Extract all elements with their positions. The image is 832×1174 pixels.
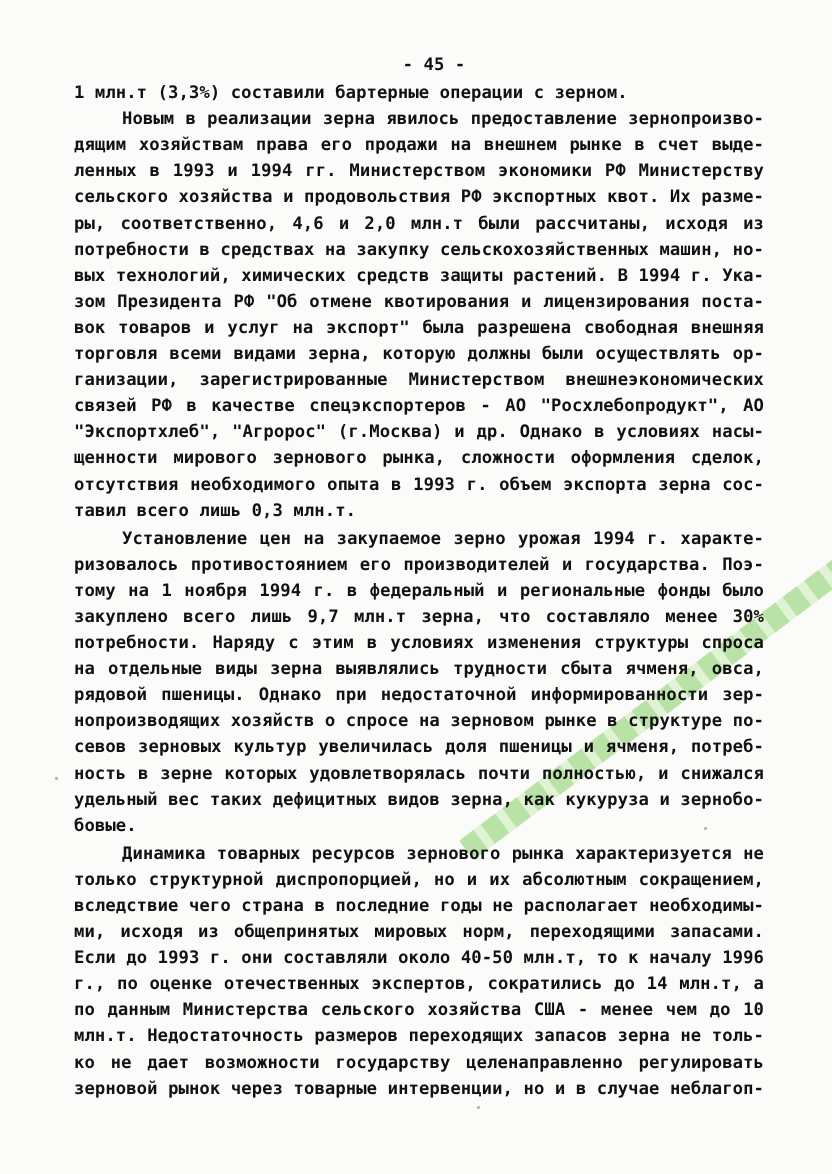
- text-line: ганизации, зарегистрированные Министерством внешнеэкономических: [74, 370, 764, 391]
- text-line: ленных в 1993 и 1994 гг. Министерством экономики РФ Министерству: [74, 161, 764, 182]
- text-line: связей РФ в качестве спецэкспортеров - АО "Росхлебопродукт", АО: [74, 396, 764, 417]
- text-line: млн.т. Недостаточность размеров переходящих запасов зерна не толь-: [74, 1026, 764, 1047]
- text-line: Новым в реализации зерна явилось предоставление зернопроизво-: [122, 109, 764, 130]
- text-content: [74, 52, 764, 1102]
- text-line: вых технологий, химических средств защиты растений. В 1994 г. Ука-: [74, 265, 764, 286]
- text-line: потребности в средствах на закупку сельскохозяйственных машин, но-: [74, 239, 764, 260]
- text-line: "Экспортхлеб", "Агророс" (г.Москва) и др. Однако в условиях насы-: [74, 422, 764, 443]
- text-line: г., по оценке отечественных экспертов, сократились до 14 млн.т, а: [74, 974, 764, 995]
- text-line: зерновой рынок через товарные интервенции, но и в случае неблагоп-: [74, 1078, 764, 1099]
- text-line: торговля всеми видами зерна, которую должны были осуществлять ор-: [74, 344, 764, 365]
- text-line: севов зерновых культур увеличилась доля пшеницы и ячменя, потреб-: [74, 737, 764, 758]
- page-number: - 45 -: [402, 55, 466, 75]
- text-line: Если до 1993 г. они составляли около 40-50 млн.т, то к началу 1996: [74, 948, 764, 969]
- text-line: только структурной диспропорцией, но и их абсолютным сокращением,: [74, 869, 764, 890]
- scan-speck: [477, 1106, 480, 1109]
- text-line: Установление цен на закупаемое зерно урожая 1994 г. характе-: [122, 528, 764, 549]
- text-line: нопроизводящих хозяйств о спросе на зерновом рынке в структуре по-: [74, 711, 764, 732]
- text-line: тавил всего лишь 0,3 млн.т.: [74, 500, 357, 521]
- scan-speck: [704, 827, 707, 830]
- text-line: ры, соответственно, 4,6 и 2,0 млн.т были рассчитаны, исходя из: [74, 213, 764, 234]
- text-line: ми, исходя из общепринятых мировых норм, переходящими запасами.: [74, 922, 764, 943]
- text-line: удельный вес таких дефицитных видов зерна, как кукуруза и зернобо-: [74, 789, 764, 810]
- text-line: щенности мирового зернового рынка, сложности оформления сделок,: [74, 448, 764, 469]
- text-line: вок товаров и услуг на экспорт" была разрешена свободная внешняя: [74, 317, 764, 338]
- text-line: 1 млн.т (3,3%) составили бартерные операции с зерном.: [74, 83, 628, 104]
- text-line: по данным Министерства сельского хозяйства США - менее чем до 10: [74, 1000, 764, 1021]
- text-line: ризовалось противостоянием его производителей и государства. Поэ-: [74, 554, 764, 575]
- text-line: потребности. Наряду с этим в условиях изменения структуры спроса: [74, 633, 764, 654]
- text-line: зом Президента РФ "Об отмене квотирования и лицензирования поста-: [74, 291, 764, 312]
- text-line: на отдельные виды зерна выявлялись трудности сбыта ячменя, овса,: [74, 659, 764, 680]
- text-line: ность в зерне которых удовлетворялась почти полностью, и снижался: [74, 763, 764, 784]
- text-line: дящим хозяйствам права его продажи на внешнем рынке в счет выде-: [74, 135, 764, 156]
- scan-speck: [55, 777, 58, 780]
- text-line: рядовой пшеницы. Однако при недостаточной информированности зер-: [74, 685, 764, 706]
- text-line: закуплено всего лишь 9,7 млн.т зерна, что составляло менее 30%: [74, 606, 764, 627]
- text-line: тому на 1 ноября 1994 г. в федеральный и региональные фонды было: [74, 580, 764, 601]
- text-line: сельского хозяйства и продовольствия РФ экспортных квот. Их разме-: [74, 187, 764, 208]
- text-line: вследствие чего страна в последние годы не располагает необходимы-: [74, 896, 764, 916]
- text-line: бовые.: [74, 815, 137, 836]
- text-line: отсутствия необходимого опыта в 1993 г. объем экспорта зерна сос-: [74, 474, 764, 495]
- text-line: ко не дает возможности государству целенаправленно регулировать: [74, 1052, 764, 1073]
- text-line: Динамика товарных ресурсов зернового рынка характеризуется не: [122, 843, 764, 864]
